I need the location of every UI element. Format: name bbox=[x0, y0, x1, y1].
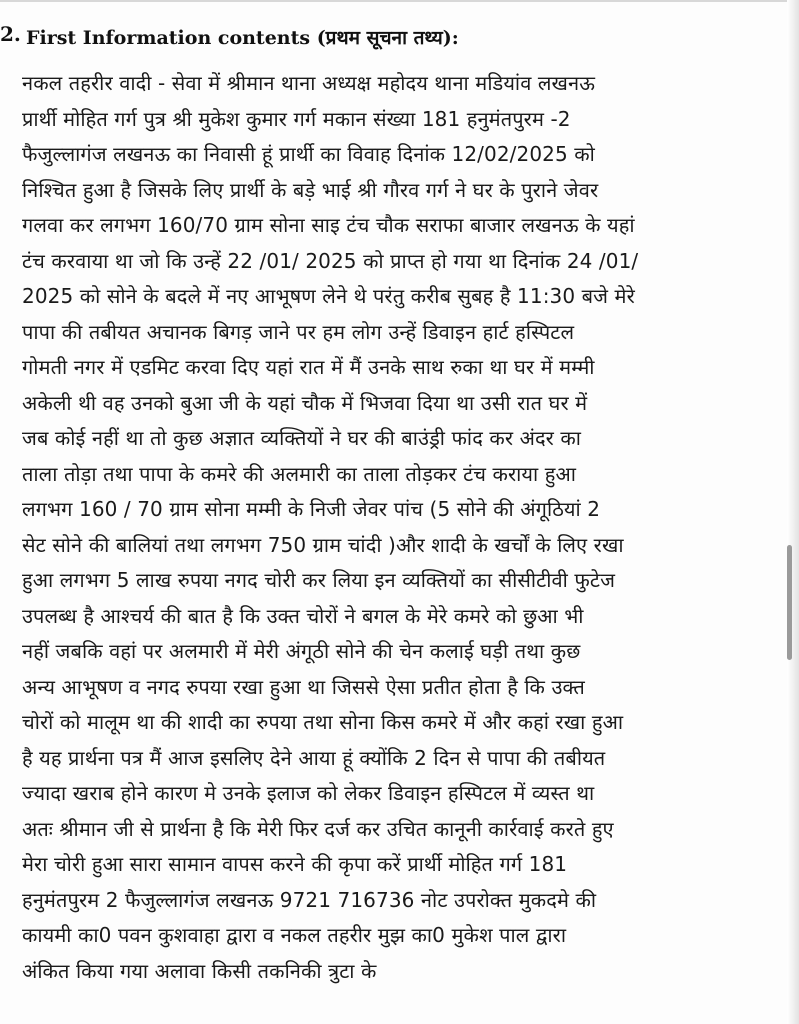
body-line: है यह प्रार्थना पत्र मैं आज इसलिए देने आया हूं क्योंकि 2 दिन से पापा की तबीयत bbox=[22, 745, 606, 770]
body-line: हुआ लगभग 5 लाख रुपया नगद चोरी कर लिया इन व्यक्तियों का सीसीटीवी फुटेज bbox=[22, 568, 616, 592]
top-divider bbox=[0, 0, 799, 2]
first-information-body bbox=[22, 66, 782, 989]
body-line: पापा की तबीयत अचानक बिगड़ जाने पर हम लोग उन्हें डिवाइन हार्ट हस्पिटल bbox=[22, 319, 575, 344]
body-line: ज्यादा खराब होने कारण मे उनके इलाज को लेकर डिवाइन हस्पिटल में व्यस्त था bbox=[22, 781, 595, 805]
body-line: लगभग 160 / 70 ग्राम सोना मम्मी के निजी जेवर पांच (5 सोने की अंगूठियां 2 bbox=[22, 497, 601, 521]
body-line: सेट सोने की बालियां तथा लगभग 750 ग्राम चांदी )और शादी के खर्चों के लिए रखा bbox=[22, 532, 624, 557]
body-line: 2025 को सोने के बदले में नए आभूषण लेने थे परंतु करीब सुबह है 11:30 बजे मेरे bbox=[22, 284, 635, 308]
body-line: मेरा चोरी हुआ सारा सामान वापस करने की कृपा करें प्रार्थी मोहित गर्ग 181 bbox=[22, 852, 568, 876]
body-line: गोमती नगर में एडमिट करवा दिए यहां रात में मैं उनके साथ रुका था घर में मम्मी bbox=[22, 355, 595, 379]
body-line: उपलब्ध है आश्चर्य की बात है कि उक्त चोरों ने बगल के मेरे कमरे को छुआ भी bbox=[22, 603, 584, 628]
body-line: निश्चित हुआ है जिसके लिए प्रार्थी के बड़े भाई श्री गौरव गर्ग ने घर के पुराने जेवर bbox=[22, 177, 599, 202]
body-line: गलवा कर लगभग 160/70 ग्राम सोना साइ टंच चौक सराफा बाजार लखनऊ के यहां bbox=[22, 213, 635, 237]
body-line: हनुमंतपुरम 2 फैजुल्लागंज लखनऊ 9721 716736 नोट उपरोक्त मुकदमे की bbox=[22, 887, 597, 912]
body-line: प्रार्थी मोहित गर्ग पुत्र श्री मुकेश कुमार गर्ग मकान संख्या 181 हनुमंतपुरम -2 bbox=[22, 106, 571, 131]
body-line: जब कोई नहीं था तो कुछ अज्ञात व्यक्तियों ने घर की बाउंड्री फांद कर अंदर का bbox=[22, 426, 582, 450]
body-line: कायमी का0 पवन कुशवाहा द्वारा व नकल तहरीर मुझ का0 मुकेश पाल द्वारा bbox=[22, 923, 567, 947]
section-heading: First Information contents (प्रथम सूचना तथ्य): bbox=[26, 27, 459, 49]
body-line: अन्य आभूषण व नगद रुपया रखा हुआ था जिससे ऐसा प्रतीत होता है कि उक्त bbox=[22, 674, 585, 699]
body-line: अतः श्रीमान जी से प्रार्थना है कि मेरी फिर दर्ज कर उचित कानूनी कार्रवाई करते हुए bbox=[22, 816, 614, 841]
scrollbar-thumb[interactable] bbox=[787, 545, 792, 660]
body-line: फैजुल्लागंज लखनऊ का निवासी हूं प्रार्थी का विवाह दिनांक 12/02/2025 को bbox=[22, 142, 595, 166]
body-line: टंच करवाया था जो कि उन्हें 22 /01/ 2025 को प्राप्त हो गया था दिनांक 24 /01/ bbox=[22, 248, 639, 273]
body-line: ताला तोड़ा तथा पापा के कमरे की अलमारी का ताला तोड़कर टंच कराया हुआ bbox=[22, 461, 577, 486]
body-line: अंकित किया गया अलावा किसी तकनिकी त्रुटा के bbox=[22, 958, 377, 983]
section-number: 2. bbox=[0, 22, 21, 46]
body-line: चोरों को मालूम था की शादी का रुपया तथा सोना किस कमरे में और कहां रखा हुआ bbox=[22, 710, 624, 734]
body-line: अकेली थी वह उनको बुआ जी के यहां चौक में भिजवा दिया था उसी रात घर में bbox=[22, 390, 588, 415]
body-line: नकल तहरीर वादी - सेवा में श्रीमान थाना अध्यक्ष महोदय थाना मडियांव लखनऊ bbox=[22, 71, 596, 95]
page-edge bbox=[787, 0, 799, 1024]
body-line: नहीं जबकि वहां पर अलमारी में मेरी अंगूठी सोने की चेन कलाई घड़ी तथा कुछ bbox=[22, 639, 581, 663]
